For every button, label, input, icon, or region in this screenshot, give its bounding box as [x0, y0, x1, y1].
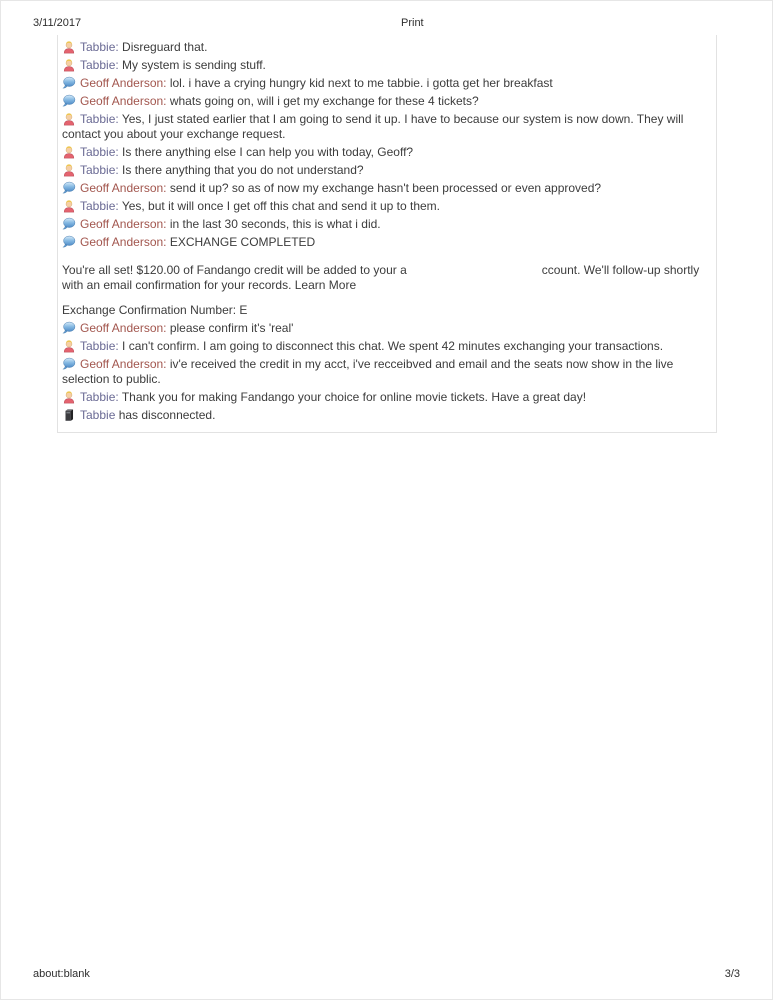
person-icon — [62, 112, 76, 126]
chat-message — [62, 357, 712, 387]
print-header-date: 3/11/2017 — [33, 17, 82, 29]
speech-bubble-icon — [62, 181, 76, 195]
speech-bubble-icon — [62, 94, 76, 108]
speaker-name: Geoff Anderson: — [80, 94, 170, 108]
message-text: My system is sending stuff. — [122, 58, 266, 72]
speaker-name: Tabbie — [80, 408, 119, 422]
person-icon — [62, 339, 76, 353]
speaker-name: Geoff Anderson: — [80, 235, 170, 249]
confirmation-number-line: Exchange Confirmation Number: E — [62, 303, 248, 317]
chat-message — [62, 76, 712, 91]
speech-bubble-icon — [62, 217, 76, 231]
speaker-name: Tabbie: — [80, 339, 123, 353]
person-icon — [62, 199, 76, 213]
speech-bubble-icon — [62, 235, 76, 249]
chat-message — [62, 217, 712, 232]
message-text: Thank you for making Fandango your choice for online movie tickets. Have a great day! — [121, 390, 587, 404]
message-text: Yes, I just stated earlier that I am going to send it up. I have to because our system is now down. They will contact you about your exchange request. — [62, 112, 684, 141]
message-text: Is there anything else I can help you with today, Geoff? — [122, 145, 414, 159]
message-text: iv'e received the credit in my acct, i've recceibved and email and the seats now show in the live selection to public. — [62, 357, 674, 386]
message-text: I can't confirm. I am going to disconnect this chat. We spent 42 minutes exchanging your transactions. — [122, 339, 664, 353]
chat-message — [62, 199, 712, 214]
chat-transcript — [57, 35, 717, 433]
person-icon — [62, 390, 76, 404]
chat-message — [62, 408, 712, 423]
speaker-name: Tabbie: — [80, 112, 122, 126]
message-text: Is there anything that you do not understand? — [122, 163, 364, 177]
chat-message — [62, 163, 712, 178]
message-text: Yes, but it will once I get off this chat and send it up to them. — [121, 199, 441, 213]
message-text: lol. i have a crying hungry kid next to me tabbie. i gotta get her breakfast — [169, 76, 553, 90]
chat-message — [62, 145, 712, 160]
system-paragraph — [62, 263, 712, 293]
person-icon — [62, 40, 76, 54]
print-footer-page-number: 3/3 — [724, 968, 740, 980]
message-text: has disconnected. — [118, 408, 216, 422]
print-header-title: Print — [401, 17, 424, 29]
speech-bubble-icon — [62, 357, 76, 371]
message-text: in the last 30 seconds, this is what i did. — [169, 217, 381, 231]
system-paragraph-line2: with an email confirmation for your records. Learn More — [62, 278, 357, 292]
message-text: whats going on, will i get my exchange for these 4 tickets? — [169, 94, 479, 108]
speaker-name: Geoff Anderson: — [80, 76, 170, 90]
speaker-name: Geoff Anderson: — [80, 321, 170, 335]
speaker-name: Tabbie: — [80, 145, 123, 159]
speaker-name: Geoff Anderson: — [80, 181, 170, 195]
speaker-name: Tabbie: — [80, 390, 122, 404]
speaker-name: Geoff Anderson: — [80, 357, 170, 371]
speaker-name: Tabbie: — [80, 40, 123, 54]
speaker-name: Geoff Anderson: — [80, 217, 170, 231]
person-icon — [62, 145, 76, 159]
person-icon — [62, 58, 76, 72]
speaker-name: Tabbie: — [80, 199, 122, 213]
speech-bubble-icon — [62, 321, 76, 335]
chat-message — [62, 235, 712, 250]
print-footer-url: about:blank — [33, 968, 90, 980]
message-text: please confirm it's 'real' — [169, 321, 294, 335]
chat-message — [62, 40, 712, 55]
chat-message — [62, 339, 712, 354]
chat-message — [62, 58, 712, 73]
person-icon — [62, 163, 76, 177]
message-text: Disreguard that. — [122, 40, 208, 54]
system-paragraph-line1: You're all set! $120.00 of Fandango credit will be added to your a ccount. We'll follow-up shortly — [62, 263, 700, 277]
chat-message — [62, 321, 712, 336]
speech-bubble-icon — [62, 76, 76, 90]
chat-message — [62, 112, 712, 142]
redacted-account-gap — [407, 273, 542, 274]
speaker-name: Tabbie: — [80, 163, 123, 177]
chat-message — [62, 94, 712, 109]
computer-icon — [62, 408, 76, 422]
chat-message — [62, 181, 712, 196]
speaker-name: Tabbie: — [80, 58, 123, 72]
chat-message — [62, 390, 712, 405]
message-text: EXCHANGE COMPLETED — [169, 235, 316, 249]
message-text: send it up? so as of now my exchange hasn't been processed or even approved? — [169, 181, 602, 195]
